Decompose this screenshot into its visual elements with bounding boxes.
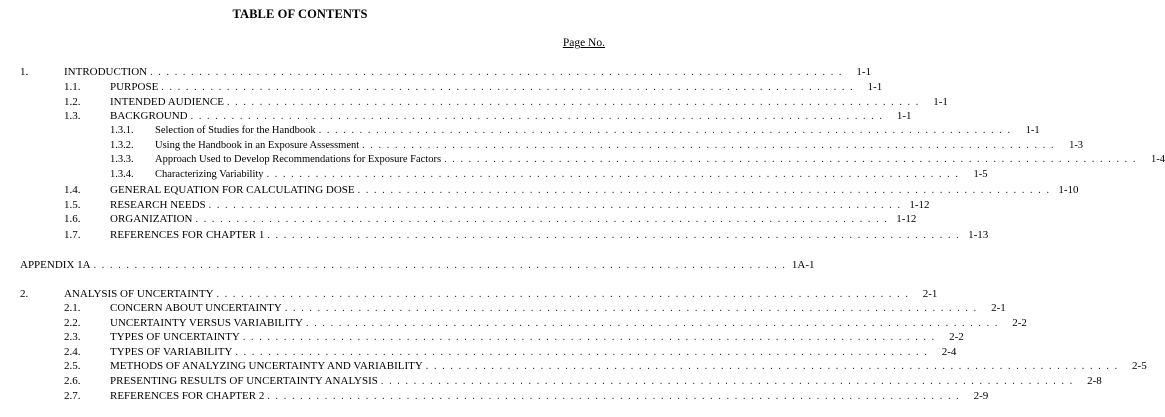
toc-entry-label: REFERENCES FOR CHAPTER 1	[110, 229, 265, 241]
toc-entry[interactable]	[0, 212, 917, 226]
dot-leader: . . . . . . . . . . . . . . . . . . . . . . . . . . . . . . . . . . . . . . . . . . . . . . . . . . . . . . . . . . . . . . . . . . . . . . . . . . . . . . . . . . . . .	[208, 200, 902, 211]
toc-entry-number: 1.3.2.	[110, 140, 134, 151]
toc-entry-number: 2.4.	[64, 346, 81, 358]
dot-leader: . . . . . . . . . . . . . . . . . . . . . . . . . . . . . . . . . . . . . . . . . . . . . . . . . . . . . . . . . . . . . . . . . . . . . . . . . . . . . . . . . . . . .	[362, 140, 1056, 151]
toc-entry[interactable]	[0, 374, 1102, 388]
toc-entry-page: 1-1	[1025, 125, 1040, 136]
dot-leader: . . . . . . . . . . . . . . . . . . . . . . . . . . . . . . . . . . . . . . . . . . . . . . . . . . . . . . . . . . . . . . . . . . . . . . . . . . . . . . . . . . . . .	[306, 318, 999, 329]
toc-entry-number: 2.7.	[64, 390, 81, 402]
toc-entry-label: CONCERN ABOUT UNCERTAINTY	[110, 302, 282, 314]
dot-leader: . . . . . . . . . . . . . . . . . . . . . . . . . . . . . . . . . . . . . . . . . . . . . . . . . . . . . . . . . . . . . . . . . . . . . . . . . . . . . . . . . . . . .	[216, 289, 910, 300]
toc-entry-number: 1.	[20, 66, 29, 78]
toc-entry-label: UNCERTAINTY VERSUS VARIABILITY	[110, 317, 304, 329]
toc-entry-page: 1-4	[1150, 154, 1165, 165]
toc-entry-number: 2.2.	[64, 317, 81, 329]
toc-entry-label: ANALYSIS OF UNCERTAINTY	[64, 288, 214, 300]
toc-entry-number: 2.3.	[64, 331, 81, 343]
toc-entry-label: TYPES OF UNCERTAINTY	[110, 331, 240, 343]
toc-entry-number: 2.	[20, 288, 29, 300]
toc-entry-page: 2-2	[949, 331, 964, 343]
dot-leader: . . . . . . . . . . . . . . . . . . . . . . . . . . . . . . . . . . . . . . . . . . . . . . . . . . . . . . . . . . . . . . . . . . . . . . . . . . . . . . . . . . . . .	[266, 169, 960, 180]
toc-entry[interactable]	[0, 389, 989, 403]
toc-entry-page: 2-9	[973, 390, 989, 402]
toc-entry-page: 2-8	[1087, 375, 1102, 387]
toc-entry-label: Approach Used to Develop Recommendations for Exposure Factors	[155, 154, 442, 165]
toc-entry[interactable]	[0, 345, 957, 359]
toc-entry-number: 1.6.	[64, 213, 81, 225]
dot-leader: . . . . . . . . . . . . . . . . . . . . . . . . . . . . . . . . . . . . . . . . . . . . . . . . . . . . . . . . . . . . . . . . . . . . . . . . . . . . . . . . . . . . .	[267, 391, 961, 402]
toc-entry-label: INTRODUCTION	[64, 66, 148, 78]
toc-entry-page: 1-10	[1058, 184, 1079, 196]
dot-leader: . . . . . . . . . . . . . . . . . . . . . . . . . . . . . . . . . . . . . . . . . . . . . . . . . . . . . . . . . . . . . . . . . . . . . . . . . . . . . . . . . . . . .	[318, 125, 1012, 136]
toc-entry-number: 1.1.	[64, 81, 81, 93]
dot-leader: . . . . . . . . . . . . . . . . . . . . . . . . . . . . . . . . . . . . . . . . . . . . . . . . . . . . . . . . . . . . . . . . . . . . . . . . . . . . . . . . . . . . .	[190, 111, 884, 122]
toc-entry-page: 2-1	[991, 302, 1006, 314]
toc-entry-page: 2-5	[1132, 360, 1147, 372]
toc-entry-number: 1.3.4.	[110, 169, 134, 180]
dot-leader: . . . . . . . . . . . . . . . . . . . . . . . . . . . . . . . . . . . . . . . . . . . . . . . . . . . . . . . . . . . . . . . . . . . . . . . . . . . . . . . . . . . . .	[284, 303, 978, 314]
toc-entry-page: 1-1	[933, 96, 948, 108]
toc-entry-number: 1.2.	[64, 96, 81, 108]
toc-entry-number: 1.4.	[64, 184, 81, 196]
dot-leader: . . . . . . . . . . . . . . . . . . . . . . . . . . . . . . . . . . . . . . . . . . . . . . . . . . . . . . . . . . . . . . . . . . . . . . . . . . . . . . . . . . . . .	[235, 347, 929, 358]
toc-entry-number: 1.5.	[64, 199, 81, 211]
toc-entry-label: RESEARCH NEEDS	[110, 199, 206, 211]
toc-entry-page: 1-1	[867, 81, 883, 93]
toc-entry[interactable]	[0, 153, 1165, 167]
toc-entry[interactable]	[0, 287, 938, 301]
toc-entry-page: 1-1	[896, 110, 912, 122]
dot-leader: . . . . . . . . . . . . . . . . . . . . . . . . . . . . . . . . . . . . . . . . . . . . . . . . . . . . . . . . . . . . . . . . . . . . . . . . . . . . . . . . . . . . .	[267, 230, 961, 241]
page-number-column-header: Page No.	[562, 37, 605, 49]
toc-entry[interactable]	[0, 183, 1079, 197]
toc-entry-page: 1-12	[896, 213, 917, 225]
toc-entry-label: REFERENCES FOR CHAPTER 2	[110, 390, 265, 402]
toc-entry[interactable]	[0, 80, 883, 94]
toc-entry-number: 1.3.1.	[110, 125, 134, 136]
toc-entry-number: 2.6.	[64, 375, 81, 387]
toc-entry-page: 1A-1	[791, 259, 815, 271]
toc-entry-page: 2-4	[941, 346, 957, 358]
toc-entry-number: 1.3.	[64, 110, 81, 122]
toc-entry[interactable]	[0, 95, 948, 109]
dot-leader: . . . . . . . . . . . . . . . . . . . . . . . . . . . . . . . . . . . . . . . . . . . . . . . . . . . . . . . . . . . . . . . . . . . . . . . . . . . . . . . . . . . . .	[380, 376, 1074, 387]
toc-entry[interactable]	[0, 228, 989, 242]
toc-entry[interactable]	[0, 316, 1027, 330]
toc-entry[interactable]	[0, 301, 1006, 315]
toc-entry-label: PURPOSE	[110, 81, 159, 93]
toc-entry-label: TYPES OF VARIABILITY	[110, 346, 233, 358]
toc-entry-label: Selection of Studies for the Handbook	[155, 125, 316, 136]
toc-entry-label: APPENDIX 1A	[20, 259, 91, 271]
toc-entry[interactable]	[0, 139, 1084, 153]
toc-entry[interactable]	[0, 65, 872, 79]
dot-leader: . . . . . . . . . . . . . . . . . . . . . . . . . . . . . . . . . . . . . . . . . . . . . . . . . . . . . . . . . . . . . . . . . . . . . . . . . . . . . . . . . . . . .	[242, 332, 936, 343]
dot-leader: . . . . . . . . . . . . . . . . . . . . . . . . . . . . . . . . . . . . . . . . . . . . . . . . . . . . . . . . . . . . . . . . . . . . . . . . . . . . . . . . . . . . .	[357, 185, 1051, 196]
dot-leader: . . . . . . . . . . . . . . . . . . . . . . . . . . . . . . . . . . . . . . . . . . . . . . . . . . . . . . . . . . . . . . . . . . . . . . . . . . . . . . . . . . . . .	[93, 260, 787, 271]
toc-entry-number: 2.5.	[64, 360, 81, 372]
toc-entry-label: INTENDED AUDIENCE	[110, 96, 224, 108]
toc-entry-label: Characterizing Variability	[155, 169, 264, 180]
toc-entry-appendix[interactable]	[0, 258, 815, 272]
toc-entry-label: ORGANIZATION	[110, 213, 193, 225]
dot-leader: . . . . . . . . . . . . . . . . . . . . . . . . . . . . . . . . . . . . . . . . . . . . . . . . . . . . . . . . . . . . . . . . . . . . . . . . . . . . . . . . . . . . .	[444, 154, 1137, 165]
toc-entry-label: BACKGROUND	[110, 110, 188, 122]
dot-leader: . . . . . . . . . . . . . . . . . . . . . . . . . . . . . . . . . . . . . . . . . . . . . . . . . . . . . . . . . . . . . . . . . . . . . . . . . . . . . . . . . . . . .	[150, 67, 844, 78]
toc-entry-page: 1-12	[909, 199, 930, 211]
toc-entry-number: 2.1.	[64, 302, 81, 314]
toc-entry-number: 1.7.	[64, 229, 81, 241]
toc-entry[interactable]	[0, 330, 964, 344]
toc-entry-label: PRESENTING RESULTS OF UNCERTAINTY ANALYSIS	[110, 375, 378, 387]
toc-entry-number: 1.3.3.	[110, 154, 134, 165]
toc-entry-page: 2-1	[922, 288, 938, 300]
toc-entry[interactable]	[0, 109, 912, 123]
toc-entry-page: 1-13	[968, 229, 989, 241]
dot-leader: . . . . . . . . . . . . . . . . . . . . . . . . . . . . . . . . . . . . . . . . . . . . . . . . . . . . . . . . . . . . . . . . . . . . . . . . . . . . . . . . . . . . .	[425, 361, 1119, 372]
dot-leader: . . . . . . . . . . . . . . . . . . . . . . . . . . . . . . . . . . . . . . . . . . . . . . . . . . . . . . . . . . . . . . . . . . . . . . . . . . . . . . . . . . . . .	[195, 214, 889, 225]
toc-entry[interactable]	[0, 168, 988, 182]
toc-entry[interactable]	[0, 198, 930, 212]
toc-entry-label: GENERAL EQUATION FOR CALCULATING DOSE	[110, 184, 355, 196]
toc-entry-page: 1-1	[856, 66, 872, 78]
toc-entry-page: 1-3	[1069, 140, 1084, 151]
toc-entry[interactable]	[0, 359, 1147, 373]
dot-leader: . . . . . . . . . . . . . . . . . . . . . . . . . . . . . . . . . . . . . . . . . . . . . . . . . . . . . . . . . . . . . . . . . . . . . . . . . . . . . . . . . . . . .	[161, 82, 855, 93]
dot-leader: . . . . . . . . . . . . . . . . . . . . . . . . . . . . . . . . . . . . . . . . . . . . . . . . . . . . . . . . . . . . . . . . . . . . . . . . . . . . . . . . . . . . .	[226, 97, 920, 108]
document-title: TABLE OF CONTENTS	[232, 7, 368, 21]
toc-entry-label: Using the Handbook in an Exposure Assessment	[155, 140, 360, 151]
toc-entry-page: 2-2	[1012, 317, 1027, 329]
toc-entry-page: 1-5	[973, 169, 988, 180]
toc-entry-label: METHODS OF ANALYZING UNCERTAINTY AND VARIABILITY	[110, 360, 423, 372]
toc-entry[interactable]	[0, 124, 1040, 138]
